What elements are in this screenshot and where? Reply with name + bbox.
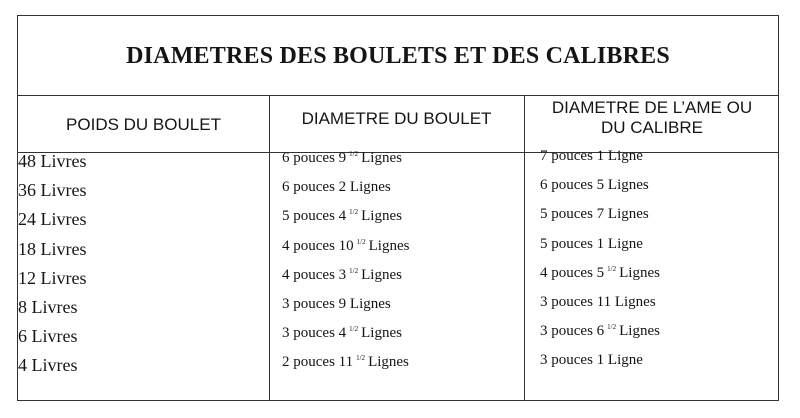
half-fraction: 1/2 [349,150,359,158]
header-calibre-line1: DIAMETRE DE L’AME OU [551,98,753,117]
boulet-cell [282,144,409,173]
calibre-value: 7 pouces 1 Ligne [540,148,643,164]
column-poids [18,147,86,381]
poids-cell: 12 Livres [18,267,87,288]
boulet-unit: Lignes [361,266,402,283]
boulet-cell [282,173,409,202]
poids-cell: 18 Livres [18,238,87,259]
boulet-value: 6 pouces 9 [282,150,347,166]
column-diametre-calibre [540,142,660,376]
boulet-value: 3 pouces 9 Lignes [282,295,391,312]
calibre-value: 6 pouces 5 Lignes [540,177,649,194]
boulet-cell [282,232,409,261]
half-fraction: 1/2 [349,266,359,275]
poids-cell: 36 Livres [18,180,87,201]
boulet-cell [282,202,409,231]
boulet-unit: Lignes [368,237,410,254]
calibre-cell [540,346,660,375]
boulet-value: 4 pouces 10 [282,237,354,254]
title-row [18,16,778,96]
calibre-unit: Lignes [619,264,660,281]
header-calibre-line2: DU CALIBRE [600,118,703,137]
boulet-unit: Lignes [368,354,409,371]
page-title: DIAMETRES DES BOULETS ET DES CALIBRES [126,43,670,69]
poids-cell: 48 Livres [18,151,87,171]
poids-cell: 6 Livres [18,326,78,347]
poids-cell: 4 Livres [18,355,78,376]
calibre-cell [540,142,660,171]
poids-cell: 8 Livres [18,296,78,317]
boulet-cell [282,290,409,319]
boulet-value: 5 pouces 4 [282,208,347,225]
header-poids-du-boulet [18,95,269,152]
boulet-unit: Lignes [361,208,402,225]
calibre-cell [540,259,660,288]
half-fraction: 1/2 [607,323,617,332]
column-divider-2 [524,95,525,400]
calibre-value: 3 pouces 11 Lignes [540,293,656,310]
calibre-value: 5 pouces 1 Ligne [540,235,643,252]
calibre-cell [540,317,660,346]
calibre-cell [540,230,660,259]
boulet-unit: Lignes [361,325,402,342]
half-fraction: 1/2 [349,325,359,334]
half-fraction: 1/2 [349,208,359,217]
calibre-value: 5 pouces 7 Lignes [540,206,649,223]
header-poids-label: POIDS DU BOULET [66,114,221,134]
half-fraction: 1/2 [356,354,366,363]
boulet-unit: Lignes [361,150,402,166]
column-divider-1 [269,95,270,400]
boulet-cell [282,261,409,290]
poids-cell: 24 Livres [18,209,87,230]
calibre-cell [540,200,660,229]
column-diametre-boulet [282,144,409,378]
half-fraction: 1/2 [607,264,617,273]
boulet-value: 3 pouces 4 [282,325,347,342]
boulet-value: 6 pouces 2 Lignes [282,179,391,196]
boulet-value: 4 pouces 3 [282,266,347,283]
header-boulet-label: DIAMETRE DU BOULET [301,108,492,128]
boulet-cell [282,319,409,348]
calibre-value: 3 pouces 1 Ligne [540,352,643,369]
calibre-cell [540,171,660,200]
half-fraction: 1/2 [356,237,366,246]
calibre-value: 4 pouces 5 [540,264,605,281]
boulet-value: 2 pouces 11 [282,354,354,371]
calibre-value: 3 pouces 6 [540,323,605,340]
calibre-unit: Lignes [619,323,660,340]
boulet-cell [282,348,409,377]
calibre-cell [540,288,660,317]
